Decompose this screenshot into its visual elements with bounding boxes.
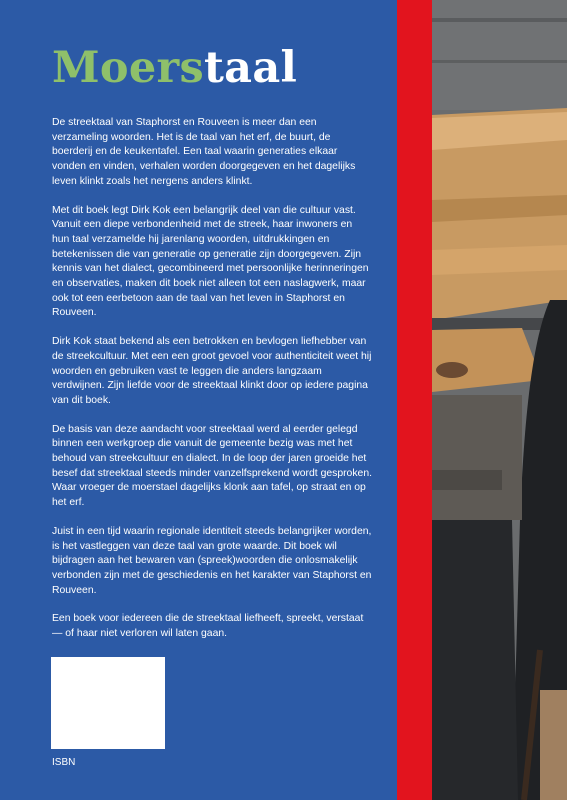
blurb-paragraph: De streektaal van Staphorst en Rouveen is meer dan een verzameling woorden. Het is de taal van het erf, de buurt, de boerderij en de keukentafel. Een taal waarin generaties elkaar vonden en vinden, verhalen worden doorgegeven en het dagelijks leven klinkt zoals het nergens anders klinkt.	[52, 117, 356, 187]
blurb-text	[52, 116, 372, 656]
red-spine-stripe	[397, 0, 432, 800]
blurb-paragraph: De basis van deze aandacht voor streektaal werd al eerder gelegd binnen een werkgroep die vanuit de gemeente bezig was met het behoud van streekcultuur en dialect. In de loop der jaren groeide het besef dat streektaal steeds minder vanzelfsprekend wordt gesproken. Waar vroeger de moerstael dagelijks klonk aan tafel, op straat en op het erf.	[52, 423, 372, 509]
book-title	[52, 40, 297, 96]
blurb-paragraph: Dirk Kok staat bekend als een betrokken en bevlogen liefhebber van de streekcultuur. Met een een groot gevoel voor authenticiteit weet hij woorden en gebruiken vast te leggen die anders langzaam verdwijnen. Zijn liefde voor de streektaal klinkt door op iedere pagina van dit boek.	[52, 336, 372, 406]
blurb-paragraph: Juist in een tijd waarin regionale identiteit steeds belangrijker worden, is het vastleggen van deze taal van grote waarde. Dit boek wil bijdragen aan het bewaren van (spreek)woorden die onlosmakelijk verbonden zijn met de geschiedenis en het karakter van Staphorst en Rouveen.	[52, 525, 372, 596]
title-part-moers: Moers	[52, 43, 204, 93]
isbn-label: ISBN	[52, 757, 76, 768]
cover-photo	[432, 0, 567, 800]
barcode-placeholder	[51, 657, 165, 749]
title-part-taal: taal	[204, 43, 298, 93]
blurb-paragraph: Met dit boek legt Dirk Kok een belangrijk deel van die cultuur vast. Vanuit een diepe verbondenheid met de streek, haar inwoners en hun taal verzamelde hij jarenlang woorden, uitdrukkingen en betekenissen die van generatie op generatie zijn doorgegeven. Zijn kennis van het dialect, gecombineerd met persoonlijke herinneringen en observaties, maken dit boek niet alleen tot een naslagwerk, maar ook tot een eerbetoon aan de taal van het leven in Staphorst en Rouveen.	[52, 204, 369, 319]
blurb-paragraph: Een boek voor iedereen die de streektaal liefheeft, spreekt, verstaat — of haar niet verloren wil laten gaan.	[52, 613, 364, 640]
